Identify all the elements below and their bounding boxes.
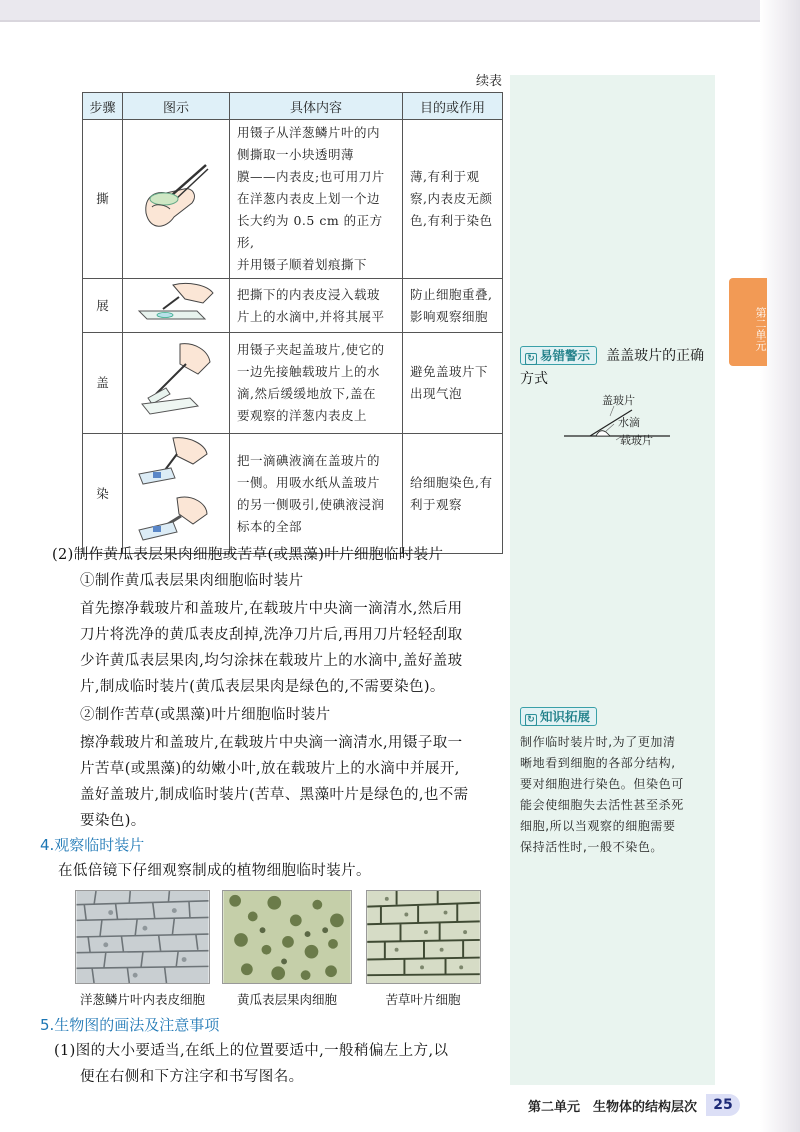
spread-illustration bbox=[123, 279, 230, 333]
header-step: 步骤 bbox=[83, 93, 123, 120]
continue-label: 续表 bbox=[476, 74, 503, 89]
diagram-label-coverslip: 盖玻片 bbox=[602, 394, 635, 407]
onion-cells-photo bbox=[75, 890, 210, 984]
section-4-title: 4.观察临时装片 bbox=[40, 836, 145, 854]
header-purpose: 目的或作用 bbox=[403, 93, 503, 120]
section-4-text: 在低倍镜下仔细观察制成的植物细胞临时装片。 bbox=[58, 863, 371, 879]
subsection-1-title: ①制作黄瓜表层果肉细胞临时装片 bbox=[80, 573, 304, 589]
caption-onion: 洋葱鳞片叶内表皮细胞 bbox=[79, 992, 205, 1007]
steps-table bbox=[82, 92, 503, 554]
step-cell: 染 bbox=[83, 434, 123, 554]
step-cell: 撕 bbox=[83, 120, 123, 279]
book-spine-shadow bbox=[760, 0, 800, 1132]
table-row bbox=[83, 279, 503, 333]
warning-heading-cont: 方式 bbox=[520, 371, 548, 387]
purpose-cell: 薄,有利于观 察,内表皮无颜 色,有利于染色 bbox=[403, 120, 503, 279]
page-top-line bbox=[0, 20, 760, 22]
diagram-label-slide: 载玻片 bbox=[620, 434, 653, 447]
paragraph-eelgrass: 擦净载玻片和盖玻片,在载玻片中央滴一滴清水,用镊子取一 片苦草(或黑藻)的幼嫩小叶,放在载玻片上的水滴中并展开, 盖好盖玻片,制成临时装片(苦草、黑藻叶片是绿色的,也不需 要染色)。 bbox=[80, 735, 469, 829]
content-cell: 把撕下的内表皮浸入载玻 片上的水滴中,并将其展平 bbox=[230, 279, 403, 333]
cover-illustration bbox=[123, 333, 230, 434]
content-cell: 用镊子从洋葱鳞片叶的内 侧撕取一小块透明薄 膜——内表皮;也可用刀片 在洋葱内表皮上划一个边 长大约为 0.5 cm 的正方形, 并用镊子顺着划痕撕下 bbox=[230, 120, 403, 279]
unit-tab: 第二单元 bbox=[729, 278, 767, 366]
section-2-title: (2)制作黄瓜表层果肉细胞或苦草(或黑藻)叶片细胞临时装片 bbox=[52, 547, 444, 563]
caption-cucumber: 黄瓜表层果肉细胞 bbox=[236, 992, 337, 1007]
table-row bbox=[83, 333, 503, 434]
table-header-row bbox=[83, 93, 503, 120]
step-cell: 展 bbox=[83, 279, 123, 333]
table-row bbox=[83, 434, 503, 554]
purpose-cell: 防止细胞重叠, 影响观察细胞 bbox=[403, 279, 503, 333]
paragraph-cucumber: 首先擦净载玻片和盖玻片,在载玻片中央滴一滴清水,然后用 刀片将洗净的黄瓜表皮刮掉,洗净刀片后,再用刀片轻轻刮取 少许黄瓜表层果肉,均匀涂抹在载玻片上的水滴中,盖好盖玻 片,制成临时装片(黄瓜表层果肉是绿色的,不需要染色)。 bbox=[80, 601, 463, 695]
warning-box bbox=[520, 345, 704, 390]
knowledge-tag: ↻ 知识拓展 bbox=[520, 707, 597, 726]
warning-tag: ↻ 易错警示 bbox=[520, 346, 597, 365]
content-cell: 把一滴碘液滴在盖玻片的 一侧。用吸水纸从盖玻片 的另一侧吸引,使碘液浸润 标本的全部 bbox=[230, 434, 403, 554]
content-cell: 用镊子夹起盖玻片,使它的 一边先接触载玻片上的水 滴,然后缓缓地放下,盖在 要观察的洋葱内表皮上 bbox=[230, 333, 403, 434]
purpose-cell: 给细胞染色,有 利于观察 bbox=[403, 434, 503, 554]
header-figure: 图示 bbox=[123, 93, 230, 120]
subsection-2-title: ②制作苦草(或黑藻)叶片细胞临时装片 bbox=[80, 707, 331, 723]
table-row bbox=[83, 120, 503, 279]
refresh-icon: ↻ bbox=[525, 714, 537, 726]
cucumber-cells-photo bbox=[222, 890, 352, 984]
section-5-text: (1)图的大小要适当,在纸上的位置要适中,一般稍偏左上方,以 便在右侧和下方注字和书写图名。 bbox=[54, 1043, 449, 1085]
knowledge-box bbox=[520, 706, 706, 858]
caption-eelgrass: 苦草叶片细胞 bbox=[385, 992, 461, 1007]
header-content: 具体内容 bbox=[230, 93, 403, 120]
warning-heading: 盖盖玻片的正确 bbox=[606, 348, 705, 364]
refresh-icon: ↻ bbox=[525, 353, 537, 365]
step-cell: 盖 bbox=[83, 333, 123, 434]
diagram-label-water: 水滴 bbox=[618, 416, 640, 429]
knowledge-text: 制作临时装片时,为了更加清 晰地看到细胞的各部分结构, 要对细胞进行染色。但染色可 能会使细胞失去活性甚至杀死 细胞,所以当观察的细胞需要 保持活性时,一般不染色。 bbox=[520, 735, 684, 854]
page-footer: 第二单元 生物体的结构层次 bbox=[528, 1100, 698, 1115]
section-5-title: 5.生物图的画法及注意事项 bbox=[40, 1016, 220, 1034]
stain-illustration bbox=[123, 434, 230, 554]
page-top-band bbox=[0, 0, 760, 20]
coverslip-diagram bbox=[560, 392, 690, 452]
tear-illustration bbox=[123, 120, 230, 279]
page-number: 25 bbox=[706, 1094, 740, 1116]
sidebar-panel bbox=[510, 75, 715, 1085]
purpose-cell: 避免盖玻片下 出现气泡 bbox=[403, 333, 503, 434]
eelgrass-cells-photo bbox=[366, 890, 481, 984]
